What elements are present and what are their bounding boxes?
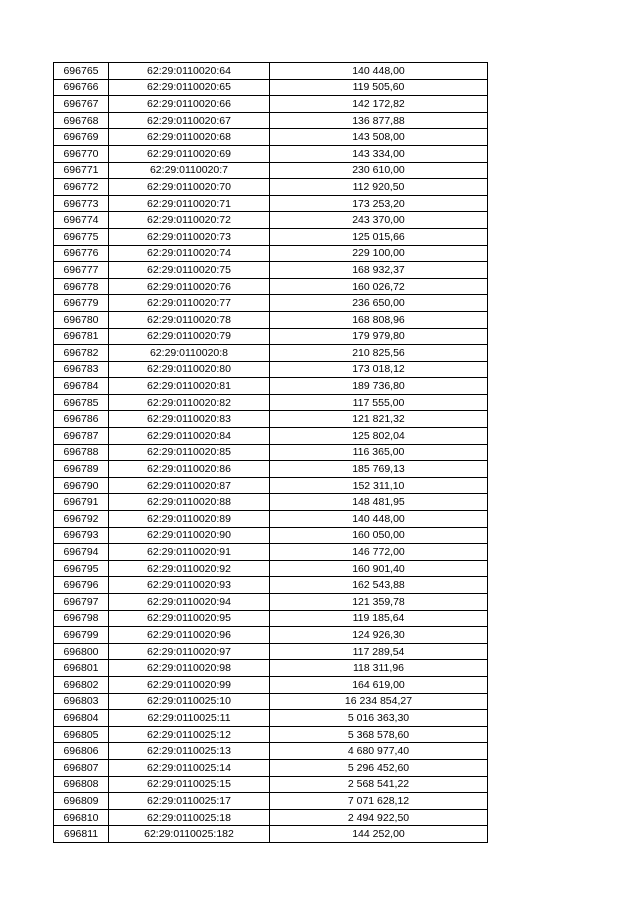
cadastral-number-cell: 62:29:0110020:89 [109, 511, 270, 528]
table-row [54, 262, 488, 279]
value-cell: 189 736,80 [270, 378, 488, 395]
value-cell: 173 253,20 [270, 195, 488, 212]
value-cell: 121 359,78 [270, 594, 488, 611]
row-number-cell: 696768 [54, 112, 109, 129]
value-cell: 125 802,04 [270, 428, 488, 445]
row-number-cell: 696765 [54, 63, 109, 80]
table-row [54, 311, 488, 328]
cadastral-number-cell: 62:29:0110020:84 [109, 428, 270, 445]
table-row [54, 345, 488, 362]
row-number-cell: 696795 [54, 560, 109, 577]
row-number-cell: 696799 [54, 627, 109, 644]
value-cell: 119 185,64 [270, 610, 488, 627]
table-row [54, 477, 488, 494]
row-number-cell: 696789 [54, 461, 109, 478]
value-cell: 7 071 628,12 [270, 793, 488, 810]
cadastral-number-cell: 62:29:0110020:99 [109, 676, 270, 693]
cadastral-number-cell: 62:29:0110025:14 [109, 759, 270, 776]
value-cell: 140 448,00 [270, 63, 488, 80]
row-number-cell: 696785 [54, 394, 109, 411]
row-number-cell: 696808 [54, 776, 109, 793]
value-cell: 5 016 363,30 [270, 710, 488, 727]
cadastral-number-cell: 62:29:0110020:81 [109, 378, 270, 395]
cadastral-number-cell: 62:29:0110020:98 [109, 660, 270, 677]
value-cell: 173 018,12 [270, 361, 488, 378]
row-number-cell: 696793 [54, 527, 109, 544]
row-number-cell: 696791 [54, 494, 109, 511]
row-number-cell: 696772 [54, 179, 109, 196]
table-row [54, 676, 488, 693]
cadastral-number-cell: 62:29:0110020:72 [109, 212, 270, 229]
table-row [54, 245, 488, 262]
cadastral-number-cell: 62:29:0110020:78 [109, 311, 270, 328]
row-number-cell: 696771 [54, 162, 109, 179]
table-row [54, 693, 488, 710]
value-cell: 136 877,88 [270, 112, 488, 129]
value-cell: 118 311,96 [270, 660, 488, 677]
cadastral-number-cell: 62:29:0110020:96 [109, 627, 270, 644]
row-number-cell: 696774 [54, 212, 109, 229]
row-number-cell: 696776 [54, 245, 109, 262]
value-cell: 179 979,80 [270, 328, 488, 345]
cadastral-number-cell: 62:29:0110020:94 [109, 594, 270, 611]
row-number-cell: 696794 [54, 544, 109, 561]
row-number-cell: 696783 [54, 361, 109, 378]
value-cell: 230 610,00 [270, 162, 488, 179]
row-number-cell: 696787 [54, 428, 109, 445]
value-cell: 119 505,60 [270, 79, 488, 96]
row-number-cell: 696809 [54, 793, 109, 810]
table-row [54, 494, 488, 511]
table-row [54, 179, 488, 196]
table-row [54, 461, 488, 478]
cadastral-number-cell: 62:29:0110020:87 [109, 477, 270, 494]
table-body [54, 63, 488, 843]
table-row [54, 394, 488, 411]
value-cell: 116 365,00 [270, 444, 488, 461]
row-number-cell: 696780 [54, 311, 109, 328]
cadastral-number-cell: 62:29:0110020:76 [109, 278, 270, 295]
value-cell: 160 050,00 [270, 527, 488, 544]
row-number-cell: 696792 [54, 511, 109, 528]
table-row [54, 826, 488, 843]
table-row [54, 793, 488, 810]
row-number-cell: 696800 [54, 643, 109, 660]
table-row [54, 228, 488, 245]
value-cell: 168 808,96 [270, 311, 488, 328]
row-number-cell: 696797 [54, 594, 109, 611]
table-row [54, 759, 488, 776]
table-row [54, 577, 488, 594]
row-number-cell: 696803 [54, 693, 109, 710]
value-cell: 210 825,56 [270, 345, 488, 362]
value-cell: 16 234 854,27 [270, 693, 488, 710]
row-number-cell: 696811 [54, 826, 109, 843]
value-cell: 144 252,00 [270, 826, 488, 843]
value-cell: 243 370,00 [270, 212, 488, 229]
table-row [54, 63, 488, 80]
row-number-cell: 696770 [54, 145, 109, 162]
row-number-cell: 696775 [54, 228, 109, 245]
table-row [54, 112, 488, 129]
value-cell: 143 334,00 [270, 145, 488, 162]
cadastral-number-cell: 62:29:0110025:17 [109, 793, 270, 810]
row-number-cell: 696767 [54, 96, 109, 113]
table-row [54, 660, 488, 677]
value-cell: 2 494 922,50 [270, 809, 488, 826]
value-cell: 124 926,30 [270, 627, 488, 644]
row-number-cell: 696802 [54, 676, 109, 693]
value-cell: 164 619,00 [270, 676, 488, 693]
value-cell: 162 543,88 [270, 577, 488, 594]
value-cell: 112 920,50 [270, 179, 488, 196]
cadastral-number-cell: 62:29:0110020:67 [109, 112, 270, 129]
row-number-cell: 696810 [54, 809, 109, 826]
value-cell: 160 901,40 [270, 560, 488, 577]
value-cell: 117 289,54 [270, 643, 488, 660]
row-number-cell: 696766 [54, 79, 109, 96]
cadastral-value-table [53, 62, 488, 843]
cadastral-number-cell: 62:29:0110020:80 [109, 361, 270, 378]
cadastral-number-cell: 62:29:0110020:70 [109, 179, 270, 196]
value-cell: 5 368 578,60 [270, 726, 488, 743]
value-cell: 140 448,00 [270, 511, 488, 528]
value-cell: 121 821,32 [270, 411, 488, 428]
row-number-cell: 696779 [54, 295, 109, 312]
cadastral-number-cell: 62:29:0110020:83 [109, 411, 270, 428]
cadastral-number-cell: 62:29:0110020:95 [109, 610, 270, 627]
cadastral-number-cell: 62:29:0110020:79 [109, 328, 270, 345]
value-cell: 160 026,72 [270, 278, 488, 295]
cadastral-number-cell: 62:29:0110020:75 [109, 262, 270, 279]
cadastral-number-cell: 62:29:0110020:97 [109, 643, 270, 660]
table-row [54, 145, 488, 162]
table-row [54, 743, 488, 760]
cadastral-number-cell: 62:29:0110020:77 [109, 295, 270, 312]
table-row [54, 511, 488, 528]
table-row [54, 594, 488, 611]
cadastral-number-cell: 62:29:0110020:82 [109, 394, 270, 411]
row-number-cell: 696804 [54, 710, 109, 727]
cadastral-number-cell: 62:29:0110025:18 [109, 809, 270, 826]
value-cell: 117 555,00 [270, 394, 488, 411]
row-number-cell: 696796 [54, 577, 109, 594]
table-row [54, 560, 488, 577]
table-row [54, 278, 488, 295]
table-row [54, 195, 488, 212]
table-row [54, 627, 488, 644]
cadastral-number-cell: 62:29:0110025:12 [109, 726, 270, 743]
table-row [54, 79, 488, 96]
row-number-cell: 696781 [54, 328, 109, 345]
cadastral-number-cell: 62:29:0110025:10 [109, 693, 270, 710]
table-row [54, 295, 488, 312]
table-row [54, 428, 488, 445]
table-row [54, 411, 488, 428]
cadastral-number-cell: 62:29:0110020:71 [109, 195, 270, 212]
cadastral-number-cell: 62:29:0110025:15 [109, 776, 270, 793]
row-number-cell: 696786 [54, 411, 109, 428]
value-cell: 185 769,13 [270, 461, 488, 478]
table-row [54, 527, 488, 544]
row-number-cell: 696769 [54, 129, 109, 146]
cadastral-number-cell: 62:29:0110020:64 [109, 63, 270, 80]
cadastral-number-cell: 62:29:0110020:7 [109, 162, 270, 179]
cadastral-number-cell: 62:29:0110020:69 [109, 145, 270, 162]
value-cell: 143 508,00 [270, 129, 488, 146]
row-number-cell: 696784 [54, 378, 109, 395]
cadastral-number-cell: 62:29:0110020:93 [109, 577, 270, 594]
cadastral-number-cell: 62:29:0110020:91 [109, 544, 270, 561]
cadastral-number-cell: 62:29:0110020:86 [109, 461, 270, 478]
table-row [54, 378, 488, 395]
cadastral-number-cell: 62:29:0110020:74 [109, 245, 270, 262]
table-row [54, 610, 488, 627]
cadastral-number-cell: 62:29:0110020:90 [109, 527, 270, 544]
row-number-cell: 696788 [54, 444, 109, 461]
value-cell: 229 100,00 [270, 245, 488, 262]
table-row [54, 444, 488, 461]
row-number-cell: 696801 [54, 660, 109, 677]
table-row [54, 162, 488, 179]
table-row [54, 726, 488, 743]
table-row [54, 710, 488, 727]
value-cell: 168 932,37 [270, 262, 488, 279]
value-cell: 148 481,95 [270, 494, 488, 511]
row-number-cell: 696778 [54, 278, 109, 295]
row-number-cell: 696805 [54, 726, 109, 743]
cadastral-number-cell: 62:29:0110020:65 [109, 79, 270, 96]
value-cell: 146 772,00 [270, 544, 488, 561]
table-row [54, 776, 488, 793]
cadastral-number-cell: 62:29:0110025:13 [109, 743, 270, 760]
cadastral-number-cell: 62:29:0110025:11 [109, 710, 270, 727]
cadastral-number-cell: 62:29:0110020:8 [109, 345, 270, 362]
value-cell: 2 568 541,22 [270, 776, 488, 793]
table-row [54, 809, 488, 826]
row-number-cell: 696790 [54, 477, 109, 494]
row-number-cell: 696773 [54, 195, 109, 212]
row-number-cell: 696806 [54, 743, 109, 760]
table-row [54, 643, 488, 660]
value-cell: 5 296 452,60 [270, 759, 488, 776]
table-row [54, 129, 488, 146]
table-row [54, 96, 488, 113]
table-row [54, 361, 488, 378]
row-number-cell: 696798 [54, 610, 109, 627]
cadastral-number-cell: 62:29:0110020:66 [109, 96, 270, 113]
cadastral-number-cell: 62:29:0110020:68 [109, 129, 270, 146]
value-cell: 125 015,66 [270, 228, 488, 245]
value-cell: 152 311,10 [270, 477, 488, 494]
table-row [54, 212, 488, 229]
value-cell: 142 172,82 [270, 96, 488, 113]
row-number-cell: 696777 [54, 262, 109, 279]
table-row [54, 544, 488, 561]
cadastral-number-cell: 62:29:0110020:92 [109, 560, 270, 577]
cadastral-number-cell: 62:29:0110020:85 [109, 444, 270, 461]
cadastral-number-cell: 62:29:0110025:182 [109, 826, 270, 843]
table-row [54, 328, 488, 345]
cadastral-number-cell: 62:29:0110020:88 [109, 494, 270, 511]
value-cell: 4 680 977,40 [270, 743, 488, 760]
row-number-cell: 696782 [54, 345, 109, 362]
row-number-cell: 696807 [54, 759, 109, 776]
cadastral-number-cell: 62:29:0110020:73 [109, 228, 270, 245]
value-cell: 236 650,00 [270, 295, 488, 312]
